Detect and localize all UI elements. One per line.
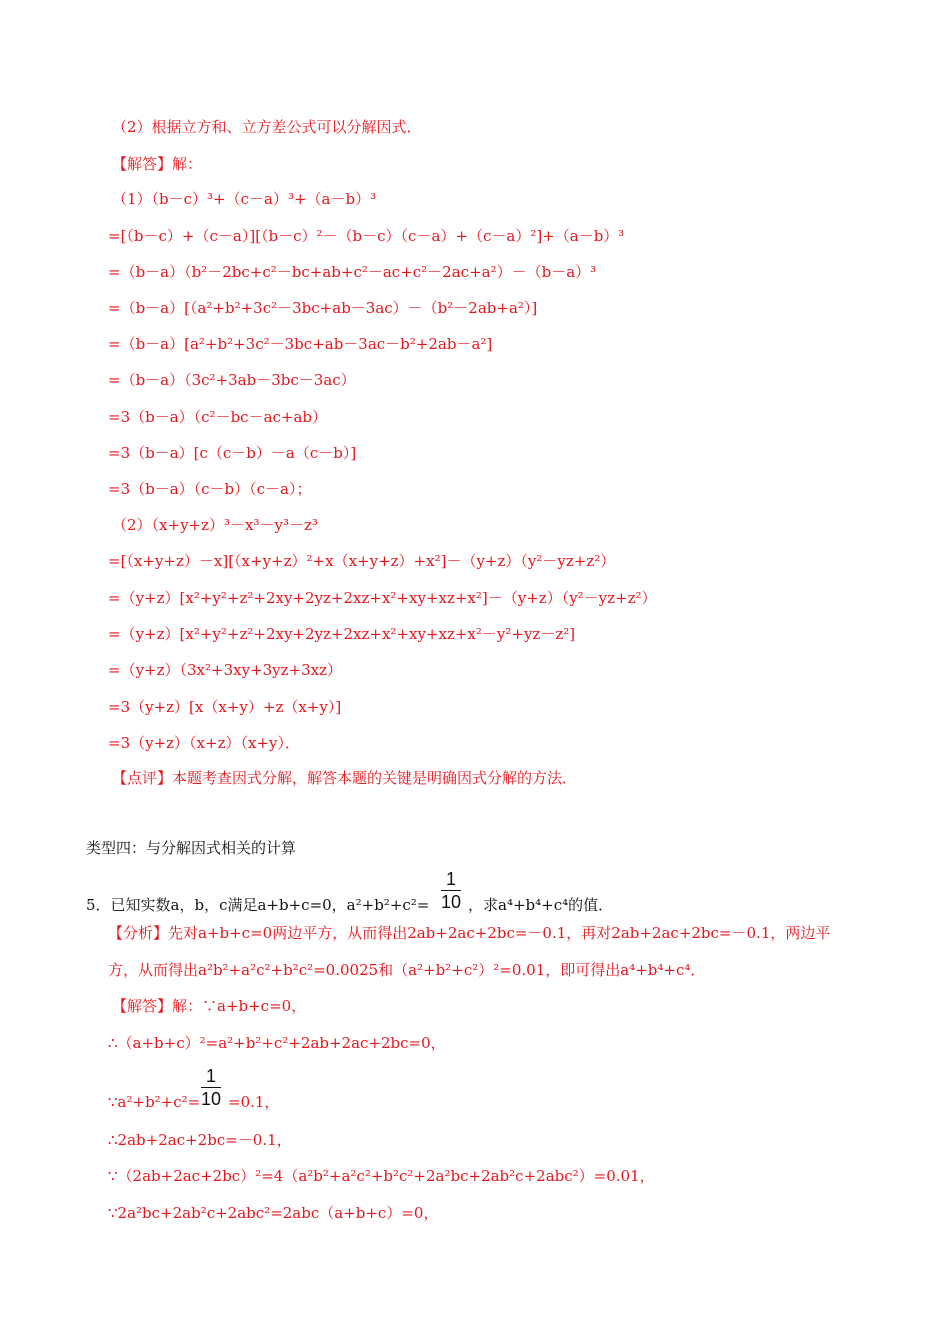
solution-line: =0.1，	[228, 1093, 280, 1111]
solution-line: ∴（a+b+c）²=a²+b²+c²+2ab+2ac+2bc=0，	[108, 1034, 446, 1052]
review-comment: 【点评】本题考查因式分解，解答本题的关键是明确因式分解的方法．	[112, 769, 578, 787]
fraction-denominator: 10	[441, 892, 462, 912]
solution-line: ∵（2ab+2ac+2bc）²=4（a²b²+a²c²+b²c²+2a²bc+2ab²c+2abc²）=0.01，	[108, 1167, 655, 1185]
fraction-denominator: 10	[201, 1089, 222, 1109]
derivation-line: =（b－a）（b²－2bc+c²－bc+ab+c²－ac+c²－2ac+a²）－（b－a）³	[108, 263, 597, 281]
derivation-line: =[（x+y+z）－x][（x+y+z）²+x（x+y+z）+x²]－（y+z）（y²－yz+z²）	[108, 552, 616, 570]
derivation-line: （1）（b－c）³+（c－a）³+（a－b）³	[112, 190, 377, 208]
derivation-line: =（b－a）（3c²+3ab－3bc－3ac）	[108, 371, 356, 389]
derivation-line: =（b－a）[（a²+b²+3c²－3bc+ab－3ac）－（b²－2ab+a²）]	[108, 299, 538, 317]
derivation-line: =3（b－a）（c²－bc－ac+ab）	[108, 408, 328, 426]
fraction-bar	[441, 890, 461, 891]
fraction-numerator: 1	[206, 1066, 217, 1086]
solution-line: 【解答】解：∵a+b+c=0，	[112, 997, 307, 1015]
fraction-numerator: 1	[446, 869, 457, 889]
question-text-suffix: ，求a⁴+b⁴+c⁴的值．	[468, 896, 614, 914]
derivation-line: =3（b－a）（c－b）（c－a）；	[108, 480, 312, 498]
solution-line: ∵a²+b²+c²=	[108, 1093, 201, 1111]
answer-label: 【解答】解：	[112, 155, 203, 173]
derivation-line: =（y+z）[x²+y²+z²+2xy+2yz+2xz+x²+xy+xz+x²]－（y+z）（y²－yz+z²）	[108, 589, 657, 607]
fraction	[441, 869, 461, 912]
derivation-line: （2）（x+y+z）³－x³－y³－z³	[112, 516, 318, 534]
fraction	[201, 1066, 221, 1109]
solution-line: ∴2ab+2ac+2bc=－0.1，	[108, 1131, 292, 1149]
derivation-line: =[（b－c）+（c－a）][（b－c）²－（b－c）（c－a）+（c－a）²]+（a－b）³	[108, 227, 625, 245]
derivation-line: =（b－a）[a²+b²+3c²－3bc+ab－3ac－b²+2ab－a²]	[108, 335, 493, 353]
derivation-line: =3（b－a）[c（c－b）－a（c－b）]	[108, 444, 357, 462]
analysis-line: 【分析】先对a+b+c=0两边平方，从而得出2ab+2ac+2bc=－0.1，再对2ab+2ac+2bc=－0.1，两边平	[108, 924, 831, 942]
fraction-bar	[201, 1087, 221, 1088]
derivation-line: =3（y+z）（x+z）（x+y）．	[108, 734, 300, 752]
analysis-line: 方，从而得出a²b²+a²c²+b²c²=0.0025和（a²+b²+c²）²=0.01，即可得出a⁴+b⁴+c⁴．	[108, 961, 706, 979]
derivation-line: =（y+z）（3x²+3xy+3yz+3xz）	[108, 661, 343, 679]
question-text: 5．已知实数a，b，c满足a+b+c=0，a²+b²+c²=	[86, 896, 430, 914]
derivation-line: =（y+z）[x²+y²+z²+2xy+2yz+2xz+x²+xy+xz+x²－y²+yz－z²]	[108, 625, 576, 643]
section-title: 类型四：与分解因式相关的计算	[86, 839, 297, 857]
solution-line: ∵2a²bc+2ab²c+2abc²=2abc（a+b+c）=0，	[108, 1204, 439, 1222]
part2-hint: （2）根据立方和、立方差公式可以分解因式．	[112, 118, 422, 136]
derivation-line: =3（y+z）[x（x+y）+z（x+y）]	[108, 698, 342, 716]
